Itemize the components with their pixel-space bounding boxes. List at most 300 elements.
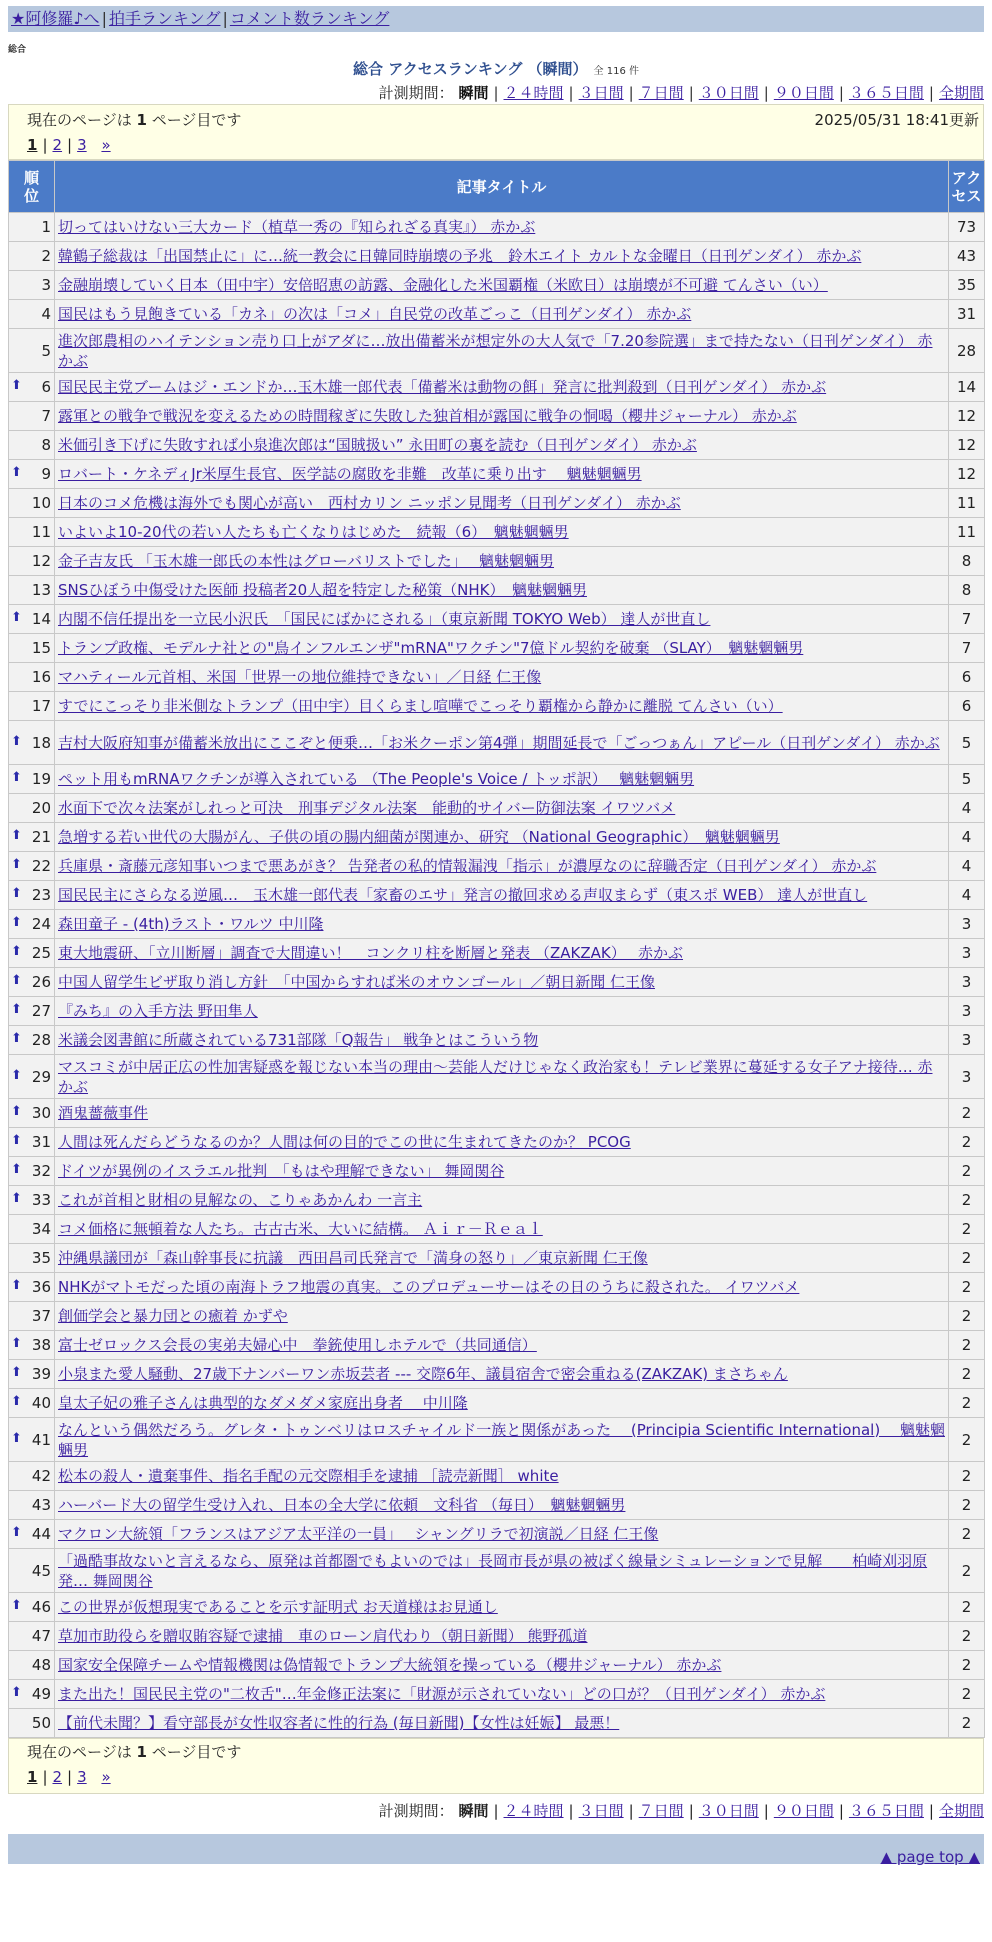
- table-row: [9, 1055, 985, 1099]
- article-link[interactable]: 富士ゼロックス会長の実弟夫婦心中 拳銃使用しホテルで（共同通信）: [58, 1336, 537, 1354]
- access-count: 12: [949, 460, 985, 489]
- page-link-3[interactable]: 3: [77, 136, 87, 154]
- article-link[interactable]: 露軍との戦争で戦況を変えるための時間稼ぎに失敗した独首相が露国に戦争の恫喝（櫻井ジャーナル） 赤かぶ: [58, 407, 797, 425]
- access-count: 2: [949, 1593, 985, 1622]
- table-row: [9, 852, 985, 881]
- rank-number: 47: [31, 1627, 51, 1645]
- period-all[interactable]: 全期間: [938, 84, 984, 102]
- table-row: [9, 1622, 985, 1651]
- title-cell: [55, 402, 949, 431]
- article-link[interactable]: いよいよ10-20代の若い人たちも亡くなりはじめた 続報（6） 魑魅魍魎男: [58, 523, 569, 541]
- access-count: 3: [949, 910, 985, 939]
- table-row: [9, 910, 985, 939]
- rank-cell: [9, 1360, 55, 1389]
- table-row: [9, 939, 985, 968]
- article-link[interactable]: この世界が仮想現実であることを示す証明式 お天道様はお見通し: [58, 1598, 498, 1616]
- period-365d[interactable]: ３６５日間: [848, 1802, 924, 1820]
- rank-cell: [9, 1128, 55, 1157]
- rank-cell: [9, 1709, 55, 1738]
- page-link-2[interactable]: 2: [52, 136, 63, 154]
- rank-cell: [9, 242, 55, 271]
- title-cell: [55, 329, 949, 373]
- title-cell: [55, 489, 949, 518]
- rank-up-arrow-icon: ⬆: [11, 1685, 22, 1700]
- rank-cell: [9, 1418, 55, 1462]
- rank-up-arrow-icon: ⬆: [11, 915, 22, 930]
- rank-cell: [9, 1389, 55, 1418]
- rank-up-arrow-icon: ⬆: [11, 733, 22, 749]
- table-row: [9, 997, 985, 1026]
- article-link[interactable]: ペット用もmRNAワクチンが導入されている （The People's Voice / トッポ訳） 魑魅魍魎男: [58, 770, 695, 788]
- title-cell: [55, 721, 949, 765]
- access-count: 2: [949, 1273, 985, 1302]
- title-cell: [55, 1651, 949, 1680]
- access-count: 2: [949, 1549, 985, 1593]
- rank-number: 7: [41, 407, 51, 425]
- title-cell: [55, 1549, 949, 1593]
- rank-up-arrow-icon: ⬆: [11, 1067, 22, 1083]
- rank-cell: [9, 1622, 55, 1651]
- table-row: [9, 1331, 985, 1360]
- article-link[interactable]: 内閣不信任提出を一立民小沢氏 「国民にばかにされる」（東京新聞 TOKYO Web） 達人が世直し: [58, 610, 711, 628]
- title-cell: [55, 460, 949, 489]
- rank-cell: [9, 460, 55, 489]
- table-row: [9, 721, 985, 765]
- table-row: [9, 242, 985, 271]
- title-cell: [55, 692, 949, 721]
- rank-number: 20: [31, 799, 51, 817]
- rank-cell: [9, 852, 55, 881]
- access-count: 11: [949, 518, 985, 547]
- table-row: [9, 547, 985, 576]
- rank-up-arrow-icon: ⬆: [11, 1191, 22, 1206]
- table-row: [9, 1157, 985, 1186]
- rank-number: 32: [31, 1162, 51, 1180]
- rank-number: 49: [31, 1685, 51, 1703]
- rank-number: 1: [41, 218, 51, 236]
- nav-separator: |: [101, 9, 107, 28]
- title-cell: [55, 1491, 949, 1520]
- title-cell: [55, 968, 949, 997]
- table-row: [9, 402, 985, 431]
- article-link[interactable]: 韓鶴子総裁は「出国禁止に」に…統一教会に日韓同時崩壊の予兆 鈴木エイト カルトな金曜日（日刊ゲンダイ） 赤かぶ: [58, 247, 862, 265]
- article-link[interactable]: NHKがマトモだった頃の南海トラフ地震の真実。このプロデューサーはその日のうちに殺された。 イワツバメ: [58, 1278, 800, 1296]
- article-link[interactable]: 切ってはいけない三大カード（植草一秀の『知られざる真実』） 赤かぶ: [58, 218, 536, 236]
- page-link-2[interactable]: 2: [52, 1768, 63, 1786]
- table-row: [9, 1215, 985, 1244]
- rank-number: 8: [41, 436, 51, 454]
- rank-number: 3: [41, 276, 51, 294]
- access-count: 28: [949, 329, 985, 373]
- article-link[interactable]: 中国人留学生ビザ取り消し方針 「中国からすれば米のオウンゴール」／朝日新聞 仁王像: [58, 973, 655, 991]
- table-row: [9, 968, 985, 997]
- access-count: 3: [949, 1055, 985, 1099]
- rank-cell: [9, 1331, 55, 1360]
- table-row: [9, 1026, 985, 1055]
- rank-cell: [9, 402, 55, 431]
- access-count: 7: [949, 605, 985, 634]
- article-link[interactable]: 酒鬼薔薇事件: [58, 1104, 149, 1122]
- table-row: [9, 1099, 985, 1128]
- rank-cell: [9, 939, 55, 968]
- rank-cell: [9, 881, 55, 910]
- rank-number: 43: [31, 1496, 51, 1514]
- rank-number: 2: [41, 247, 51, 265]
- access-count: 2: [949, 1709, 985, 1738]
- table-row: [9, 1273, 985, 1302]
- rank-number: 29: [31, 1067, 51, 1086]
- rank-number: 13: [31, 581, 51, 599]
- title-cell: [55, 823, 949, 852]
- access-count: 4: [949, 823, 985, 852]
- ranking-title-line: [0, 58, 992, 78]
- title-cell: [55, 910, 949, 939]
- table-row: [9, 518, 985, 547]
- access-count: 2: [949, 1360, 985, 1389]
- rank-number: 38: [31, 1336, 51, 1354]
- article-link[interactable]: 兵庫県・斎藤元彦知事いつまで悪あがき？ 告発者の私的情報漏洩「指示」が濃厚なのに辞職否定（日刊ゲンダイ） 赤かぶ: [58, 857, 877, 875]
- access-count: 2: [949, 1302, 985, 1331]
- page-top-link[interactable]: ▲ page top ▲: [880, 1848, 980, 1866]
- rank-cell: [9, 634, 55, 663]
- table-row: [9, 1651, 985, 1680]
- page-next[interactable]: »: [101, 136, 111, 154]
- rank-number: 37: [31, 1307, 51, 1325]
- rank-cell: [9, 300, 55, 329]
- article-link[interactable]: 水面下で次々法案がしれっと可決 刑事デジタル法案 能動的サイバー防御法案 イワツバメ: [58, 799, 676, 817]
- article-link[interactable]: 「過酷事故ないと言えるなら、原発は首都圏でもよいのでは」長岡市長が県の被ばく線量シミュレーションで見解 柏崎刈羽原発… 舞岡関谷: [58, 1551, 928, 1590]
- article-link[interactable]: 東大地震研、「立川断層」調査で大間違い！ コンクリ柱を断層と発表 （ZAKZAK） 赤かぶ: [58, 944, 683, 962]
- rank-cell: [9, 794, 55, 823]
- table-row: [9, 1462, 985, 1491]
- ranking-table: [8, 160, 985, 1738]
- rank-cell: [9, 997, 55, 1026]
- updated-timestamp: 2025/05/31 18:41更新: [814, 111, 979, 129]
- page-next[interactable]: »: [101, 1768, 111, 1786]
- article-link[interactable]: ハーバード大の留学生受け入れ、日本の全大学に依頼 文科省 （毎日） 魑魅魍魎男: [58, 1496, 626, 1514]
- article-link[interactable]: 国民民主党ブームはジ・エンドか…玉木雄一郎代表「備蓄米は動物の餌」発言に批判殺到（日刊ゲンダイ） 赤かぶ: [58, 378, 827, 396]
- table-row: [9, 576, 985, 605]
- access-count: 2: [949, 1099, 985, 1128]
- article-link[interactable]: すでにこっそり非米側なトランプ（田中宇）目くらまし喧嘩でこっそり覇権から静かに離脱 てんさい（い）: [58, 697, 783, 715]
- rank-number: 21: [31, 828, 51, 846]
- access-count: 2: [949, 1389, 985, 1418]
- article-link[interactable]: 沖縄県議団が「森山幹事長に抗議 西田昌司氏発言で「満身の怒り」／東京新聞 仁王像: [58, 1249, 648, 1267]
- rank-number: 39: [31, 1365, 51, 1383]
- rank-number: 50: [31, 1714, 51, 1732]
- access-count: 43: [949, 242, 985, 271]
- table-row: [9, 431, 985, 460]
- rank-number: 34: [31, 1220, 51, 1238]
- top-nav-bar: [8, 6, 984, 32]
- period-current: 瞬間: [458, 84, 489, 102]
- rank-cell: [9, 271, 55, 300]
- access-count: 3: [949, 997, 985, 1026]
- article-link[interactable]: SNSひぼう中傷受けた医師 投稿者20人超を特定した秘策（NHK） 魑魅魍魎男: [58, 581, 587, 599]
- article-link[interactable]: 人間は死んだらどうなるのか？人間は何の目的でこの世に生まれてきたのか？ PCOG: [58, 1133, 631, 1151]
- title-cell: [55, 939, 949, 968]
- article-link[interactable]: トランプ政権、モデルナ社との"鳥インフルエンザ"mRNA"ワクチン"7億ドル契約を破棄 （SLAY） 魑魅魍魎男: [58, 639, 804, 657]
- rank-up-arrow-icon: ⬆: [11, 1598, 22, 1613]
- access-count: 3: [949, 968, 985, 997]
- title-cell: [55, 271, 949, 300]
- table-row: [9, 663, 985, 692]
- rank-number: 31: [31, 1133, 51, 1151]
- rank-up-arrow-icon: ⬆: [11, 1133, 22, 1148]
- nav-separator: |: [222, 9, 228, 28]
- access-count: 5: [949, 765, 985, 794]
- rank-up-arrow-icon: ⬆: [11, 828, 22, 843]
- title-cell: [55, 881, 949, 910]
- rank-cell: [9, 721, 55, 765]
- rank-number: 26: [31, 973, 51, 991]
- rank-cell: [9, 765, 55, 794]
- period-label: 計測期間：: [378, 1802, 454, 1820]
- period-30d[interactable]: ３０日間: [698, 1802, 759, 1820]
- title-cell: [55, 997, 949, 1026]
- rank-cell: [9, 1549, 55, 1593]
- rank-number: 11: [31, 523, 51, 541]
- table-row: [9, 1709, 985, 1738]
- article-link[interactable]: ロバート・ケネディJr米厚生長官、医学誌の腐敗を非難 改革に乗り出す 魑魅魍魎男: [58, 465, 642, 483]
- article-link[interactable]: なんという偶然だろう。グレタ・トゥンベリはロスチャイルド一族と関係があった (Principia Scientific International) 魑魅魍魎男: [58, 1420, 945, 1459]
- title-cell: [55, 1520, 949, 1549]
- rank-number: 22: [31, 857, 51, 875]
- table-row: [9, 1520, 985, 1549]
- ranking-table-body: [9, 213, 985, 1738]
- title-cell: [55, 1418, 949, 1462]
- rank-number: 40: [31, 1394, 51, 1412]
- article-link[interactable]: 森田童子 - (4th)ラスト・ワルツ 中川隆: [58, 915, 324, 933]
- article-link[interactable]: 急増する若い世代の大腸がん、子供の頃の腸内細菌が関連か、研究 （National Geographic） 魑魅魍魎男: [58, 828, 780, 846]
- period-24h[interactable]: ２４時間: [503, 84, 564, 102]
- header-rank: 順位: [9, 161, 55, 213]
- access-count: 11: [949, 489, 985, 518]
- title-cell: [55, 1273, 949, 1302]
- rank-number: 42: [31, 1467, 51, 1485]
- title-cell: [55, 1055, 949, 1099]
- rank-up-arrow-icon: ⬆: [11, 1104, 22, 1119]
- rank-number: 12: [31, 552, 51, 570]
- access-count: 2: [949, 1186, 985, 1215]
- article-link[interactable]: マスコミが中居正広の性加害疑惑を報じない本当の理由～芸能人だけじゃなく政治家も！テレビ業界に蔓延する女子アナ接待… 赤かぶ: [58, 1057, 933, 1096]
- rank-cell: [9, 823, 55, 852]
- access-count: 7: [949, 634, 985, 663]
- page-current: 1: [27, 136, 38, 154]
- ranking-count: 全 116 件: [593, 66, 639, 77]
- access-count: 4: [949, 881, 985, 910]
- rank-cell: [9, 373, 55, 402]
- rank-number: 19: [31, 770, 51, 788]
- rank-number: 17: [31, 697, 51, 715]
- access-count: 31: [949, 300, 985, 329]
- title-cell: [55, 634, 949, 663]
- category-label: 総合: [8, 45, 27, 55]
- rank-number: 25: [31, 944, 51, 962]
- page-info-text: 現在のページは 1 ページ目です: [27, 111, 242, 129]
- title-cell: [55, 518, 949, 547]
- title-cell: [55, 1157, 949, 1186]
- article-link[interactable]: ドイツが異例のイスラエル批判 「もはや理解できない」 舞岡関谷: [58, 1162, 505, 1180]
- title-cell: [55, 1680, 949, 1709]
- period-3d[interactable]: ３日間: [578, 84, 624, 102]
- period-3d[interactable]: ３日間: [578, 1802, 624, 1820]
- table-row: [9, 1418, 985, 1462]
- rank-up-arrow-icon: ⬆: [11, 378, 22, 393]
- article-link[interactable]: マハティール元首相、米国「世界一の地位維持できない」／日経 仁王像: [58, 668, 542, 686]
- title-cell: [55, 1186, 949, 1215]
- table-row: [9, 881, 985, 910]
- rank-up-arrow-icon: ⬆: [11, 770, 22, 785]
- article-link[interactable]: 金融崩壊していく日本（田中宇）安倍昭恵の訪露、金融化した米国覇権（米欧日）は崩壊が不可避 てんさい（い）: [58, 276, 828, 294]
- rank-cell: [9, 1157, 55, 1186]
- rank-cell: [9, 518, 55, 547]
- nav-link-asyura[interactable]: ★阿修羅♪へ: [11, 9, 100, 28]
- rank-number: 9: [41, 465, 51, 483]
- rank-cell: [9, 605, 55, 634]
- article-link[interactable]: 松本の殺人・遺棄事件、指名手配の元交際相手を逮捕 ［読売新聞］ white: [58, 1467, 559, 1485]
- table-row: [9, 765, 985, 794]
- table-row: [9, 692, 985, 721]
- period-90d[interactable]: ９０日間: [773, 1802, 834, 1820]
- period-365d[interactable]: ３６５日間: [848, 84, 924, 102]
- period-all[interactable]: 全期間: [938, 1802, 984, 1820]
- rank-up-arrow-icon: ⬆: [11, 857, 22, 872]
- bottom-bar: [8, 1834, 984, 1864]
- article-link[interactable]: コメ価格に無頓着な人たち。古古古米、大いに結構。 Ａｉｒ－Ｒｅａｌ: [58, 1220, 543, 1238]
- article-link[interactable]: 【前代未聞？】看守部長が女性収容者に性的行為 (毎日新聞)【女性は妊娠】 最悪！: [58, 1714, 620, 1732]
- article-link[interactable]: マクロン大統領「フランスはアジア太平洋の一員」 シャングリラで初演説／日経 仁王像: [58, 1525, 659, 1543]
- table-row: [9, 271, 985, 300]
- rank-number: 14: [31, 610, 51, 628]
- rank-number: 44: [31, 1525, 51, 1543]
- rank-number: 41: [31, 1430, 51, 1449]
- rank-number: 5: [41, 341, 51, 360]
- table-row: [9, 634, 985, 663]
- access-count: 2: [949, 1491, 985, 1520]
- nav-link-comment-ranking[interactable]: コメント数ランキング: [229, 9, 390, 28]
- access-count: 73: [949, 213, 985, 242]
- article-link[interactable]: 国家安全保障チームや情報機関は偽情報でトランプ大統領を操っている（櫻井ジャーナル） 赤かぶ: [58, 1656, 722, 1674]
- access-count: 8: [949, 576, 985, 605]
- header-access: アクセス: [949, 161, 985, 213]
- table-row: [9, 1491, 985, 1520]
- article-link[interactable]: 日本のコメ危機は海外でも関心が高い 西村カリン ニッポン見聞考（日刊ゲンダイ） 赤かぶ: [58, 494, 681, 512]
- rank-number: 15: [31, 639, 51, 657]
- rank-up-arrow-icon: ⬆: [11, 1002, 22, 1017]
- page-current: 1: [27, 1768, 38, 1786]
- rank-cell: [9, 968, 55, 997]
- title-cell: [55, 242, 949, 271]
- article-link[interactable]: 創価学会と暴力団との癒着 かずや: [58, 1307, 288, 1325]
- access-count: 2: [949, 1462, 985, 1491]
- pagination-bottom: 1 | 2 | 3 »: [27, 1768, 111, 1786]
- period-7d[interactable]: ７日間: [638, 1802, 684, 1820]
- article-link[interactable]: 米価引き下げに失敗すれば小泉進次郎は“国賊扱い” 永田町の裏を読む（日刊ゲンダイ） 赤かぶ: [58, 436, 697, 454]
- period-selector-bottom: 計測期間： 瞬間 | ２４時間 | ３日間 | ７日間 | ３０日間 | ９０日間 | ３６５日間 | 全期間: [378, 1802, 984, 1820]
- rank-up-arrow-icon: ⬆: [11, 973, 22, 988]
- title-cell: [55, 765, 949, 794]
- article-link[interactable]: 小泉また愛人騒動、27歳下ナンバーワン赤坂芸者 --- 交際6年、議員宿舎で密会重ねる(ZAKZAK) まさちゃん: [58, 1365, 788, 1383]
- rank-cell: [9, 1186, 55, 1215]
- rank-up-arrow-icon: ⬆: [11, 886, 22, 901]
- article-link[interactable]: 金子吉友氏 「玉木雄一郎氏の本性はグローバリストでした」 魑魅魍魎男: [58, 552, 554, 570]
- rank-cell: [9, 576, 55, 605]
- title-cell: [55, 373, 949, 402]
- rank-cell: [9, 1491, 55, 1520]
- rank-cell: [9, 1593, 55, 1622]
- access-count: 6: [949, 663, 985, 692]
- rank-cell: [9, 1099, 55, 1128]
- title-cell: [55, 1360, 949, 1389]
- table-row: [9, 1244, 985, 1273]
- pagination: 1 | 2 | 3 »: [27, 136, 111, 154]
- title-cell: [55, 300, 949, 329]
- table-row: [9, 329, 985, 373]
- article-link[interactable]: 進次郎農相のハイテンション売り口上がアダに…放出備蓄米が想定外の大人気で「7.20参院選」まで持たない（日刊ゲンダイ） 赤かぶ: [58, 331, 933, 370]
- title-cell: [55, 1128, 949, 1157]
- title-cell: [55, 663, 949, 692]
- rank-cell: [9, 329, 55, 373]
- period-30d[interactable]: ３０日間: [698, 84, 759, 102]
- title-cell: [55, 1389, 949, 1418]
- rank-number: 30: [31, 1104, 51, 1122]
- article-link[interactable]: また出た！国民民主党の"二枚舌"…年金修正法案に「財源が示されていない」どの口が？（日刊ゲンダイ） 赤かぶ: [58, 1685, 826, 1703]
- page-link-3[interactable]: 3: [77, 1768, 87, 1786]
- nav-link-clap-ranking[interactable]: 拍手ランキング: [108, 9, 221, 28]
- rank-number: 4: [41, 305, 51, 323]
- table-row: [9, 373, 985, 402]
- rank-cell: [9, 1026, 55, 1055]
- period-24h[interactable]: ２４時間: [503, 1802, 564, 1820]
- table-row: [9, 300, 985, 329]
- article-link[interactable]: これが首相と財相の見解なの、こりゃあかんわ 一言主: [58, 1191, 423, 1209]
- article-link[interactable]: 草加市助役らを贈収賄容疑で逮捕 車のローン肩代わり（朝日新聞） 熊野孤道: [58, 1627, 588, 1645]
- article-link[interactable]: 米議会図書館に所蔵されている731部隊「Q報告」 戦争とはこういう物: [58, 1031, 539, 1049]
- access-count: 12: [949, 431, 985, 460]
- article-link[interactable]: 国民民主にさらなる逆風… 玉木雄一郎代表「家畜のエサ」発言の撤回求める声収まらず（東スポ WEB） 達人が世直し: [58, 886, 868, 904]
- rank-number: 36: [31, 1278, 51, 1296]
- article-link[interactable]: 皇太子妃の雅子さんは典型的なダメダメ家庭出身者 中川隆: [58, 1394, 468, 1412]
- rank-cell: [9, 663, 55, 692]
- table-row: [9, 1549, 985, 1593]
- rank-cell: [9, 489, 55, 518]
- period-7d[interactable]: ７日間: [638, 84, 684, 102]
- article-link[interactable]: 吉村大阪府知事が備蓄米放出にここぞと便乗…「お米クーポン第4弾」期間延長で「ごっつぁん」アピール（日刊ゲンダイ） 赤かぶ: [58, 733, 940, 752]
- rank-cell: [9, 1055, 55, 1099]
- access-count: 3: [949, 939, 985, 968]
- header-title: 記事タイトル: [55, 161, 949, 213]
- title-cell: [55, 794, 949, 823]
- table-row: [9, 1360, 985, 1389]
- article-link[interactable]: 『みち』の入手方法 野田隼人: [58, 1002, 258, 1020]
- rank-number: 10: [31, 494, 51, 512]
- period-90d[interactable]: ９０日間: [773, 84, 834, 102]
- rank-number: 18: [31, 733, 51, 752]
- rank-number: 33: [31, 1191, 51, 1209]
- rank-up-arrow-icon: ⬆: [11, 610, 22, 625]
- rank-up-arrow-icon: ⬆: [11, 1394, 22, 1409]
- page-info-text: 現在のページは 1 ページ目です: [27, 1743, 242, 1761]
- rank-up-arrow-icon: ⬆: [11, 1336, 22, 1351]
- access-count: 2: [949, 1128, 985, 1157]
- title-cell: [55, 213, 949, 242]
- title-cell: [55, 1099, 949, 1128]
- rank-up-arrow-icon: ⬆: [11, 1031, 22, 1046]
- article-link[interactable]: 国民はもう見飽きている「カネ」の次は「コメ」自民党の改革ごっこ（日刊ゲンダイ） 赤かぶ: [58, 305, 692, 323]
- rank-cell: [9, 547, 55, 576]
- rank-cell: [9, 1651, 55, 1680]
